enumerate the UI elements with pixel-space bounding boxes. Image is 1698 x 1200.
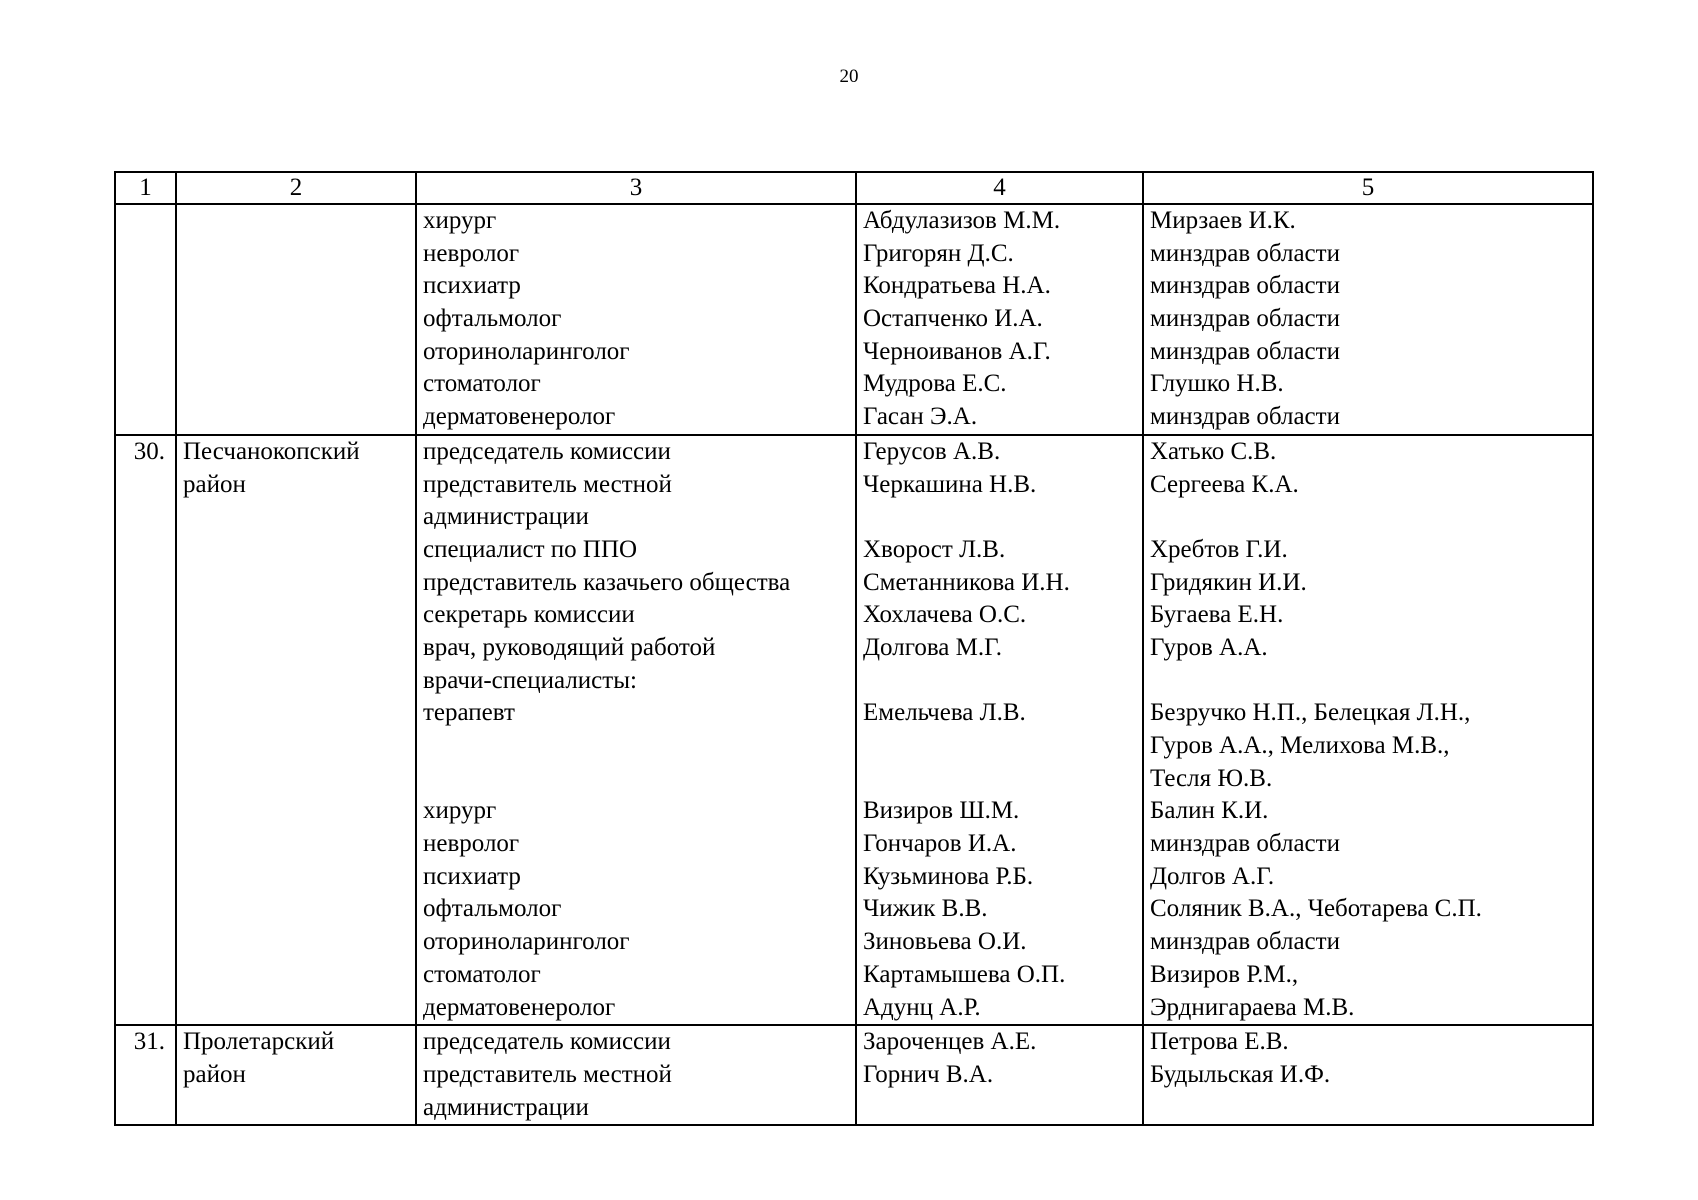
district-line: район	[183, 1060, 246, 1088]
district-line: Пролетарский	[183, 1028, 335, 1056]
role-cell	[416, 435, 856, 1025]
table-row	[115, 1025, 1593, 1125]
role-cell	[416, 204, 856, 435]
reserve-cell	[1143, 1025, 1593, 1125]
reserve-name: минздрав области	[1150, 337, 1340, 365]
member-name: Кузьминова Р.Б.	[863, 862, 1034, 890]
role-line	[423, 730, 849, 763]
reserve-name: Гуров А.А.	[1150, 633, 1268, 661]
reserve-name: Соляник В.А., Чеботарева С.П.	[1150, 895, 1482, 923]
reserve-cell	[1143, 435, 1593, 1025]
member-name: Емельчева Л.В.	[863, 699, 1026, 727]
reserve-name	[1150, 665, 1586, 698]
reserve-name: Петрова Е.В.	[1150, 1028, 1289, 1056]
member-name: Герусов А.В.	[863, 437, 1001, 465]
role-line: представитель местной	[423, 470, 672, 498]
reserve-name: Тесля Ю.В.	[1150, 764, 1273, 792]
role-line: специалист по ППО	[423, 535, 638, 563]
table-header-row	[115, 172, 1593, 204]
role-line: председатель комиссии	[423, 1028, 671, 1056]
member-name: Сметанникова И.Н.	[863, 568, 1070, 596]
role-line: представитель местной	[423, 1060, 672, 1088]
row-number: 31.	[133, 1028, 165, 1056]
member-name: Абдулазизов М.М.	[863, 207, 1061, 234]
role-line: невролог	[423, 239, 520, 267]
reserve-name: Глушко Н.В.	[1150, 370, 1284, 398]
reserve-name: Бугаева Е.Н.	[1150, 601, 1284, 629]
reserve-cell	[1143, 204, 1593, 435]
member-name: Картамышева О.П.	[863, 960, 1066, 988]
reserve-name: Сергеева К.А.	[1150, 470, 1299, 498]
role-line: администрации	[423, 503, 589, 531]
district-cell	[176, 1025, 416, 1125]
member-name: Визиров Ш.М.	[863, 797, 1020, 825]
member-name	[863, 665, 1136, 698]
reserve-name: минздрав области	[1150, 830, 1340, 858]
member-name: Долгова М.Г.	[863, 633, 1003, 661]
member-cell	[856, 1025, 1143, 1125]
role-cell	[416, 1025, 856, 1125]
reserve-name	[1150, 501, 1586, 534]
role-line: врач, руководящий работой	[423, 633, 716, 661]
role-line: администрации	[423, 1093, 589, 1121]
role-line: офтальмолог	[423, 305, 562, 333]
member-name: Гончаров И.А.	[863, 830, 1017, 858]
role-line: психиатр	[423, 272, 521, 300]
reserve-name: минздрав области	[1150, 272, 1340, 300]
member-cell	[856, 435, 1143, 1025]
member-name: Горнич В.А.	[863, 1060, 994, 1088]
reserve-name: Эрднигараева М.В.	[1150, 993, 1355, 1021]
district-line: район	[183, 470, 246, 498]
reserve-name: Гридякин И.И.	[1150, 568, 1307, 596]
reserve-name: Гуров А.А., Мелихова М.В.,	[1150, 732, 1450, 759]
row-number-cell	[115, 204, 176, 435]
role-line: психиатр	[423, 862, 521, 890]
district-cell	[176, 204, 416, 435]
role-line: председатель комиссии	[423, 437, 671, 465]
member-name	[863, 763, 1136, 796]
member-name: Адунц А.Р.	[863, 993, 981, 1021]
reserve-name: минздрав области	[1150, 239, 1340, 267]
member-name: Мудрова Е.С.	[863, 370, 1007, 398]
header-cell: 2	[176, 172, 416, 204]
role-line: терапевт	[423, 699, 515, 727]
page-number: 20	[839, 66, 859, 87]
role-line: представитель казачьего общества	[423, 568, 791, 596]
role-line: врачи-специалисты:	[423, 666, 637, 694]
role-line: невролог	[423, 830, 520, 858]
member-name: Черноиванов А.Г.	[863, 337, 1051, 365]
role-line: стоматолог	[423, 960, 541, 988]
reserve-name: Хатько С.В.	[1150, 437, 1277, 465]
header-cell: 4	[856, 172, 1143, 204]
member-name: Черкашина Н.В.	[863, 470, 1037, 498]
reserve-name: Балин К.И.	[1150, 797, 1269, 825]
member-name: Зиновьева О.И.	[863, 928, 1027, 956]
header-cell: 5	[1143, 172, 1593, 204]
member-name: Зароченцев А.Е.	[863, 1028, 1037, 1056]
header-cell: 3	[416, 172, 856, 204]
role-line: дерматовенеролог	[423, 403, 616, 431]
district-line: Песчанокопский	[183, 437, 360, 465]
role-line: дерматовенеролог	[423, 993, 616, 1021]
role-line	[423, 763, 849, 796]
commission-table	[114, 171, 1594, 1126]
role-line: оториноларинголог	[423, 337, 630, 365]
member-name: Кондратьева Н.А.	[863, 272, 1051, 300]
member-cell	[856, 204, 1143, 435]
reserve-name: Мирзаев И.К.	[1150, 207, 1296, 234]
member-name: Гасан Э.А.	[863, 403, 978, 431]
role-line: хирург	[423, 207, 497, 234]
reserve-name: минздрав области	[1150, 305, 1340, 333]
table-row	[115, 435, 1593, 1025]
row-number-cell	[115, 1025, 176, 1125]
reserve-name: Долгов А.Г.	[1150, 862, 1275, 890]
role-line: офтальмолог	[423, 895, 562, 923]
reserve-name: Визиров Р.М.,	[1150, 960, 1299, 988]
header-cell: 1	[115, 172, 176, 204]
row-number-cell	[115, 435, 176, 1025]
table-row	[115, 204, 1593, 435]
reserve-name: Будыльская И.Ф.	[1150, 1060, 1331, 1088]
member-name: Григорян Д.С.	[863, 239, 1014, 267]
reserve-name: минздрав области	[1150, 403, 1340, 431]
member-name: Чижик В.В.	[863, 895, 988, 923]
role-line: стоматолог	[423, 370, 541, 398]
reserve-name: Безручко Н.П., Белецкая Л.Н.,	[1150, 699, 1471, 727]
member-name: Хворост Л.В.	[863, 535, 1006, 563]
member-name	[863, 730, 1136, 763]
reserve-name: Хребтов Г.И.	[1150, 535, 1288, 563]
role-line: хирург	[423, 797, 497, 825]
role-line: секретарь комиссии	[423, 601, 635, 629]
reserve-name: минздрав области	[1150, 928, 1340, 956]
district-cell	[176, 435, 416, 1025]
member-name: Хохлачева О.С.	[863, 601, 1027, 629]
role-line: оториноларинголог	[423, 928, 630, 956]
row-number: 30.	[133, 437, 165, 465]
member-name: Остапченко И.А.	[863, 305, 1043, 333]
member-name	[863, 501, 1136, 534]
